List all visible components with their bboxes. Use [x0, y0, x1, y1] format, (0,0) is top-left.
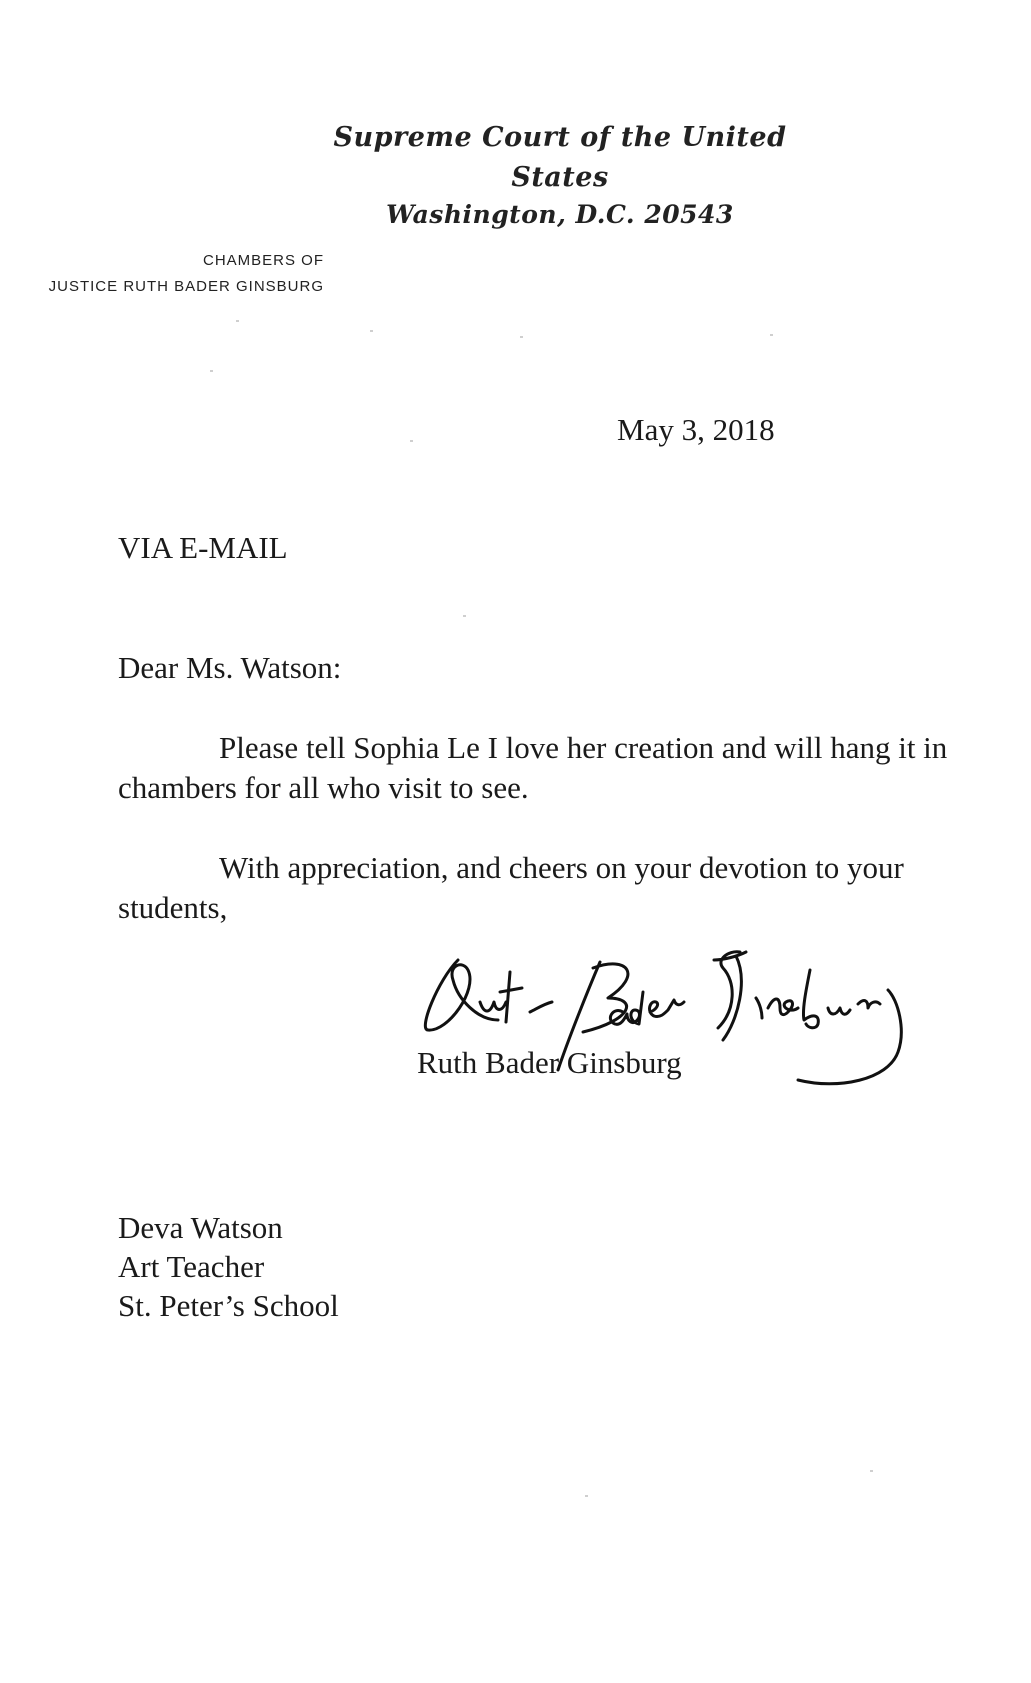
letterhead-court: Supreme Court of the United States	[333, 122, 787, 193]
signature-name: Ruth Bader Ginsburg	[417, 1045, 682, 1080]
scan-speck	[370, 330, 373, 332]
scan-speck	[210, 370, 213, 372]
chambers-block	[24, 248, 324, 300]
body-paragraph-1: Please tell Sophia Le I love her creation and will hang it in chambers for all who visit to see.	[118, 730, 948, 805]
chambers-line1: CHAMBERS OF	[202, 252, 324, 269]
scan-speck	[770, 334, 773, 336]
delivery-method: VIA E-MAIL	[118, 530, 288, 565]
scan-speck	[585, 1495, 588, 1497]
recipient-title: Art Teacher	[118, 1249, 265, 1284]
scan-speck	[236, 320, 239, 322]
scan-speck	[410, 440, 413, 442]
salutation: Dear Ms. Watson:	[118, 650, 342, 685]
body-paragraph-2: With appreciation, and cheers on your devotion to your students,	[118, 850, 904, 925]
letterhead-city: Washington, D.C. 20543	[386, 200, 734, 229]
chambers-line2: JUSTICE RUTH BADER GINSBURG	[48, 278, 324, 295]
recipient-name: Deva Watson	[118, 1210, 283, 1245]
recipient-school: St. Peter’s School	[118, 1288, 339, 1323]
recipient-block	[118, 1208, 339, 1325]
letter-date: May 3, 2018	[617, 412, 775, 447]
scan-speck	[870, 1470, 873, 1472]
scan-speck	[463, 615, 466, 617]
scan-speck	[520, 336, 523, 338]
letterhead	[300, 118, 820, 232]
